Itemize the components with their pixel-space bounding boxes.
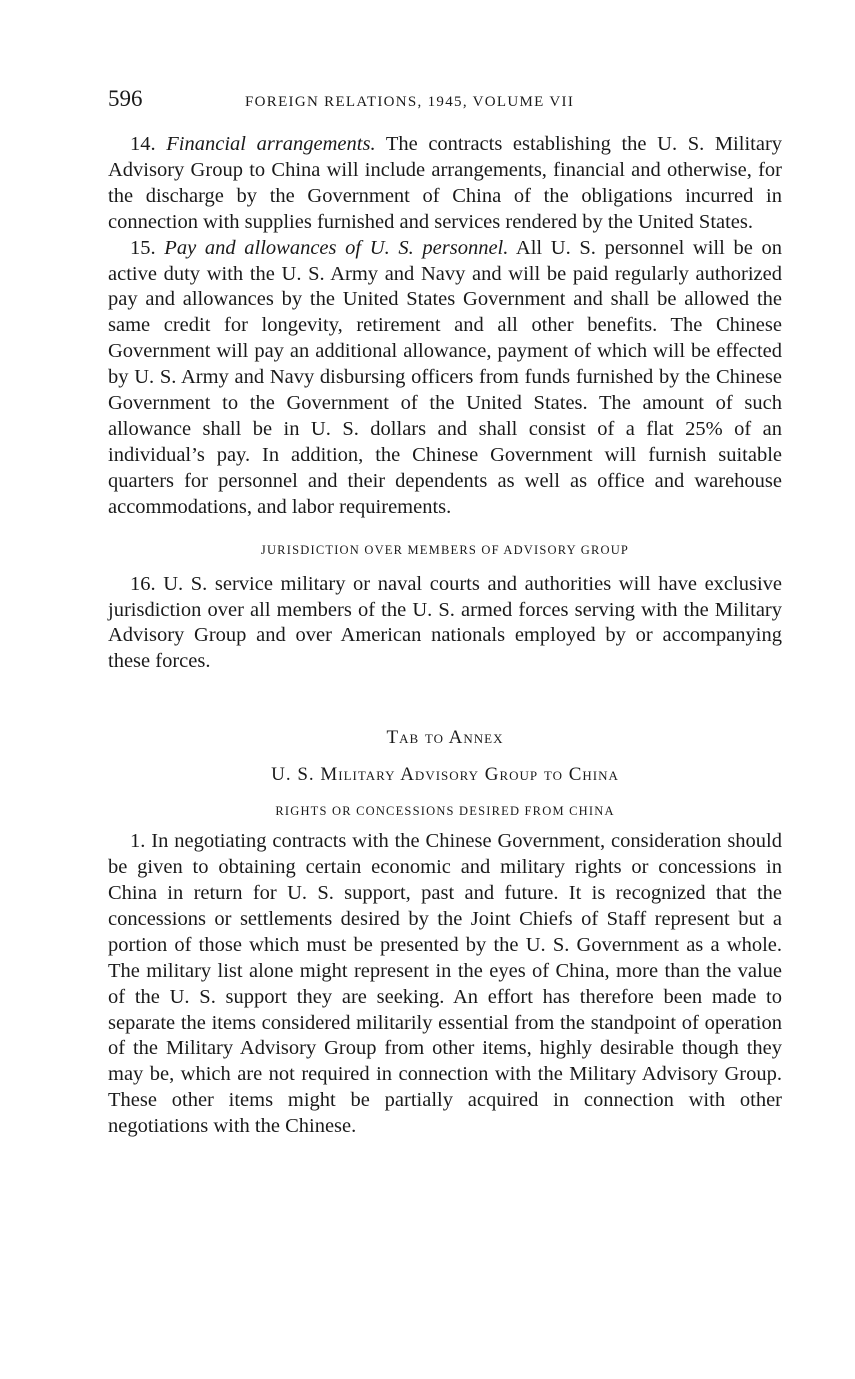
section-heading-jurisdiction: JURISDICTION OVER MEMBERS OF ADVISORY GROUP [260,542,630,557]
paragraph-title: Financial arrangements. [166,133,376,155]
section-heading-tab-to-annex: Tab to Annex [386,727,504,749]
paragraph-number: 14. [130,133,156,155]
paragraph-number: 16. [130,572,156,595]
section-heading-rights: RIGHTS OR CONCESSIONS DESIRED FROM CHINA [275,804,615,819]
document-page [108,86,782,1140]
running-title: FOREIGN RELATIONS, 1945, VOLUME VII [245,94,575,110]
paragraph-text: All U. S. personnel will be on active duty with the U. S. Army and Navy and will be paid regularly authorized pay and allowances by the United States Government and shall be allowed the same credit for longevity, retirement and all other benefits. The Chinese Government will pay an additional allowance, payment of which will be effected by U. S. Army and Navy disbursing officers from funds furnished by the Chinese Government to the Government of the United States. The amount of such allowance shall be in U. S. dollars and shall consist of a flat 25% of an individual’s pay. In addition, the Chinese Government will furnish suitable quarters for personnel and their dependents as well as office and warehouse accommodations, and labor requirements. [108,236,783,518]
paragraph-number: 1. [130,830,146,853]
paragraph-number: 15. [130,236,156,259]
paragraph-text: U. S. service military or naval courts and authorities will have exclusive jurisdiction over all members of the U. S. armed forces serving with the Military Advisory Group and over American nationals employed by or accompanying these forces. [108,572,782,673]
annex-paragraph-1 [108,829,782,1140]
paragraph-15 [108,236,782,521]
paragraph-text: In negotiating contracts with the Chinese Government, consideration should be given to obtaining certain economic and military rights or concessions in China in return for U. S. support, past and future. It is recognized that the concessions or settlements desired by the Joint Chiefs of Staff represent but a portion of those which must be presented by the U. S. Government as a whole. The military list alone might represent in the eyes of China, more than the value of the U. S. support they are seeking. An effort has therefore been made to separate the items considered militarily essential from the standpoint of operation of the Military Advisory Group from other items, highly desirable though they may be, which are not required in connection with the Military Advisory Group. These other items might be partially acquired in connection with other negotiations with the Chinese. [108,830,783,1138]
page-number: 596 [108,86,143,111]
running-head [108,86,782,118]
paragraph-16 [108,572,782,676]
paragraph-title: Pay and allowances of U. S. personnel. [164,236,509,259]
paragraph-14 [108,132,782,236]
paragraph-text: The contracts establishing the U. S. Military Advisory Group to China will include arrangements, financial and otherwise, for the discharge by the Government of China of the obligations incurred in connection with supplies furnished and services rendered by the United States. [108,133,783,233]
section-heading-advisory-group: U. S. Military Advisory Group to China [271,764,619,786]
